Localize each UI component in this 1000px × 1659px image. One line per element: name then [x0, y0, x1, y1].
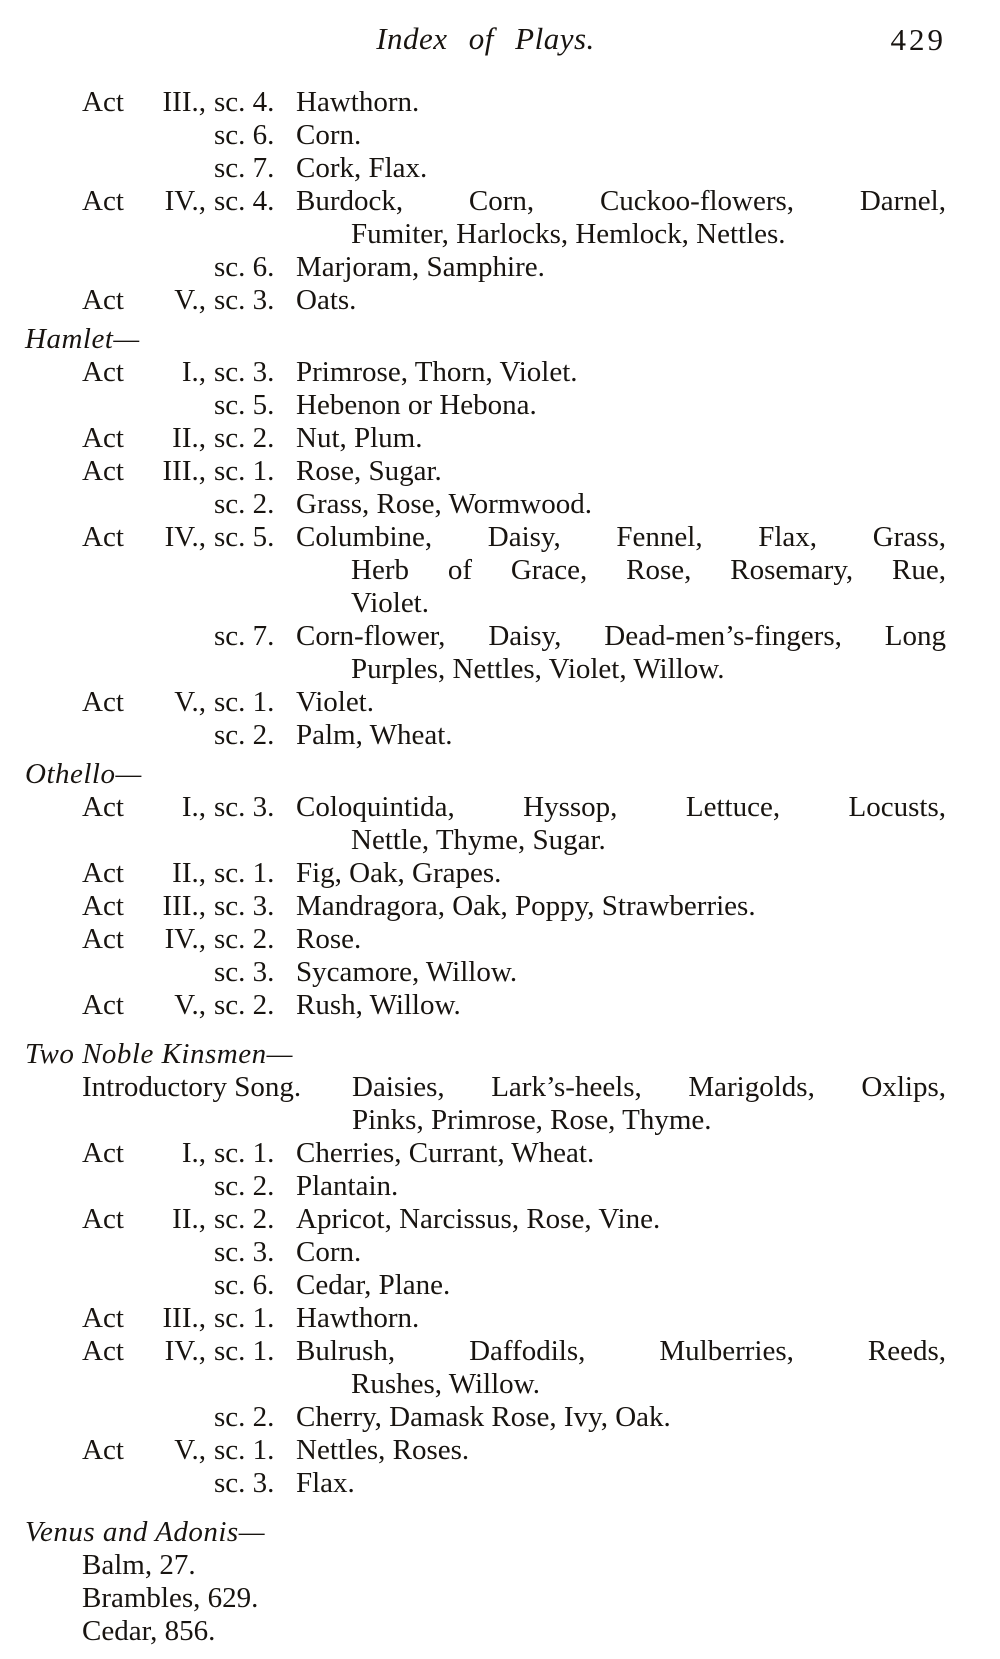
- index-entry-row: [82, 923, 946, 956]
- index-entry-row: [82, 989, 946, 1022]
- index-entry-plain: Brambles, 629.: [82, 1582, 259, 1614]
- entry-lines: [296, 284, 946, 317]
- index-section: [25, 1038, 946, 1500]
- index-entry-row: [82, 620, 946, 686]
- entry-line: Rushes, Willow.: [351, 1368, 540, 1400]
- page-header: [25, 16, 946, 62]
- play-title: Two Noble Kinsmen—: [25, 1038, 293, 1070]
- entry-lines: [296, 521, 946, 620]
- entry-line: Plantain.: [296, 1170, 399, 1202]
- act-word: Act: [82, 857, 124, 889]
- entry-lines: [296, 422, 946, 455]
- act-numeral: V.,: [174, 989, 206, 1021]
- act-label: [82, 1434, 214, 1467]
- index-entry-plain: Balm, 27.: [82, 1549, 196, 1581]
- entry-line: Violet.: [351, 587, 429, 619]
- entry-line: Cherries, Currant, Wheat.: [296, 1137, 595, 1169]
- index-entry-row: [82, 1236, 946, 1269]
- act-label: [82, 989, 214, 1022]
- act-numeral: I.,: [181, 791, 206, 823]
- index-section: [25, 86, 946, 317]
- act-numeral: V.,: [174, 686, 206, 718]
- entry-line: Palm, Wheat.: [296, 719, 453, 751]
- entry-line: Hawthorn.: [296, 86, 420, 118]
- act-word: Act: [82, 923, 124, 955]
- act-label: [82, 389, 214, 422]
- entry-line: Violet.: [296, 686, 374, 718]
- index-entry-row: [82, 1467, 946, 1500]
- entry-lines: [296, 488, 946, 521]
- scene-label: sc. 2.: [214, 719, 275, 751]
- index-entry-row: [82, 1401, 946, 1434]
- scene-label: sc. 1.: [214, 1137, 275, 1169]
- entry-lines: [296, 86, 946, 119]
- act-word: Act: [82, 356, 124, 388]
- scene-label: sc. 2.: [214, 1170, 275, 1202]
- act-numeral: V.,: [174, 1434, 206, 1466]
- act-numeral: II.,: [172, 857, 206, 889]
- entry-line: Rush, Willow.: [296, 989, 461, 1021]
- act-numeral: IV.,: [164, 185, 206, 217]
- entry-lines: [352, 1071, 946, 1137]
- index-entry-row: [82, 686, 946, 719]
- act-label: [82, 284, 214, 317]
- entry-lines: [296, 119, 946, 152]
- entry-line: Cedar, Plane.: [296, 1269, 451, 1301]
- entry-lines: [296, 1434, 946, 1467]
- scene-label: sc. 1.: [214, 455, 275, 487]
- entry-line: Sycamore, Willow.: [296, 956, 518, 988]
- act-numeral: III.,: [162, 1302, 206, 1334]
- index-entry-row: [82, 1302, 946, 1335]
- index-entry-row: [82, 152, 946, 185]
- entry-line: Cork, Flax.: [296, 152, 428, 184]
- act-numeral: II.,: [172, 1203, 206, 1235]
- act-label: [82, 1137, 214, 1170]
- scene-label: sc. 6.: [214, 119, 275, 151]
- act-label: [82, 152, 214, 185]
- scene-label: sc. 3.: [214, 791, 275, 823]
- entry-line: Rose, Sugar.: [296, 455, 442, 487]
- index-entry-row: [82, 284, 946, 317]
- act-numeral: III.,: [162, 86, 206, 118]
- index-entry-row: [82, 455, 946, 488]
- index-section: [25, 323, 946, 752]
- scene-label: sc. 1.: [214, 686, 275, 718]
- entry-line: Pinks, Primrose, Rose, Thyme.: [352, 1104, 712, 1136]
- act-label: [82, 1269, 214, 1302]
- entry-lines: [296, 356, 946, 389]
- act-word: Act: [82, 284, 124, 316]
- act-word: Act: [82, 791, 124, 823]
- index-entry-row: [82, 1137, 946, 1170]
- act-label: [82, 1467, 214, 1500]
- scene-label: sc. 3.: [214, 284, 275, 316]
- entry-lines: [296, 1401, 946, 1434]
- scene-label: sc. 3.: [214, 956, 275, 988]
- entry-lines: [296, 989, 946, 1022]
- entry-lines: [296, 857, 946, 890]
- index-entry-row: [82, 488, 946, 521]
- scene-label: sc. 2.: [214, 1401, 275, 1433]
- scene-label: sc. 7.: [214, 620, 275, 652]
- index-entry-row: [82, 251, 946, 284]
- entry-lines: [296, 1302, 946, 1335]
- act-label: [82, 1401, 214, 1434]
- act-label: [82, 923, 214, 956]
- entry-line: Daisies, Lark’s-heels, Marigolds, Oxlips,: [352, 1071, 946, 1103]
- index-entry-row: [82, 956, 946, 989]
- entry-line: Coloquintida, Hyssop, Lettuce, Locusts,: [296, 791, 946, 823]
- act-numeral: II.,: [172, 422, 206, 454]
- entry-line: Oats.: [296, 284, 357, 316]
- scene-label: sc. 6.: [214, 1269, 275, 1301]
- scene-label: sc. 3.: [214, 356, 275, 388]
- entry-line: Purples, Nettles, Violet, Willow.: [351, 653, 725, 685]
- scene-label: sc. 1.: [214, 1335, 275, 1367]
- scene-label: sc. 2.: [214, 989, 275, 1021]
- index-body: [25, 86, 946, 1648]
- act-label: [82, 119, 214, 152]
- scene-label: sc. 6.: [214, 251, 275, 283]
- act-label: [82, 1203, 214, 1236]
- scene-label: sc. 5.: [214, 521, 275, 553]
- entry-line: Hebenon or Hebona.: [296, 389, 537, 421]
- entry-line: Corn-flower, Daisy, Dead-men’s-fingers, Long: [296, 620, 946, 652]
- scene-label: sc. 7.: [214, 152, 275, 184]
- entry-lines: [296, 1137, 946, 1170]
- act-label: [82, 719, 214, 752]
- entry-lines: [296, 1467, 946, 1500]
- index-entry-row: [82, 890, 946, 923]
- act-word: Act: [82, 185, 124, 217]
- entry-line: Nut, Plum.: [296, 422, 423, 454]
- scene-label: sc. 5.: [214, 389, 275, 421]
- entry-lines: [296, 686, 946, 719]
- scene-label: sc. 2.: [214, 923, 275, 955]
- entry-line: Corn.: [296, 1236, 362, 1268]
- act-numeral: III.,: [162, 890, 206, 922]
- index-section: [25, 1516, 946, 1648]
- entry-line: Corn.: [296, 119, 362, 151]
- entry-lines: [296, 719, 946, 752]
- entry-lines: [296, 1236, 946, 1269]
- act-label: [82, 857, 214, 890]
- scene-label: sc. 2.: [214, 422, 275, 454]
- act-label: [82, 356, 214, 389]
- act-numeral: V.,: [174, 284, 206, 316]
- entry-line: Marjoram, Samphire.: [296, 251, 545, 283]
- page-number: 429: [890, 22, 946, 57]
- index-entry-row: [82, 857, 946, 890]
- index-entry-row: [82, 1434, 946, 1467]
- act-label: [82, 1170, 214, 1203]
- scene-label: sc. 2.: [214, 488, 275, 520]
- act-numeral: IV.,: [164, 1335, 206, 1367]
- entry-line: Nettles, Roses.: [296, 1434, 470, 1466]
- index-entry-row: [82, 719, 946, 752]
- entry-lines: [296, 455, 946, 488]
- act-label: [82, 86, 214, 119]
- index-entry-row: [82, 1203, 946, 1236]
- index-entry-row: [82, 1335, 946, 1401]
- scene-label: sc. 1.: [214, 1434, 275, 1466]
- act-label: [82, 956, 214, 989]
- running-title: Index of Plays.: [376, 21, 595, 56]
- entry-lines: [296, 890, 946, 923]
- act-word: Act: [82, 422, 124, 454]
- entry-lines: [296, 791, 946, 857]
- act-label: [82, 890, 214, 923]
- act-numeral: III.,: [162, 455, 206, 487]
- play-title: Othello—: [25, 758, 142, 790]
- act-label: [82, 422, 214, 455]
- entry-lines: [296, 1203, 946, 1236]
- act-label: [82, 686, 214, 719]
- entry-line: Grass, Rose, Wormwood.: [296, 488, 592, 520]
- index-entry-row: [82, 1170, 946, 1203]
- entry-line: Flax.: [296, 1467, 355, 1499]
- play-title: Venus and Adonis—: [25, 1516, 265, 1548]
- act-numeral: I.,: [181, 1137, 206, 1169]
- act-label: [82, 521, 214, 620]
- entry-line: Cherry, Damask Rose, Ivy, Oak.: [296, 1401, 671, 1433]
- entry-lines: [296, 956, 946, 989]
- act-label: [82, 251, 214, 284]
- act-numeral: IV.,: [164, 521, 206, 553]
- scene-label: sc. 1.: [214, 857, 275, 889]
- act-numeral: I.,: [181, 356, 206, 388]
- entry-line: Fig, Oak, Grapes.: [296, 857, 502, 889]
- act-word: Act: [82, 890, 124, 922]
- act-label: [82, 1236, 214, 1269]
- index-entry-row: [82, 185, 946, 251]
- entry-lines: [296, 1335, 946, 1401]
- index-entry-row: [82, 521, 946, 620]
- act-label: [82, 1302, 214, 1335]
- act-word: Act: [82, 989, 124, 1021]
- scene-label: sc. 2.: [214, 1203, 275, 1235]
- scene-label: sc. 3.: [214, 1467, 275, 1499]
- scene-label: sc. 4.: [214, 185, 275, 217]
- index-entry-row: [82, 356, 946, 389]
- act-label: [82, 455, 214, 488]
- song-label: Introductory Song.: [82, 1071, 302, 1103]
- act-numeral: IV.,: [164, 923, 206, 955]
- act-word: Act: [82, 1137, 124, 1169]
- index-entry-row: [82, 422, 946, 455]
- act-label: [82, 1335, 214, 1401]
- act-word: Act: [82, 86, 124, 118]
- entry-lines: [296, 620, 946, 686]
- act-word: Act: [82, 686, 124, 718]
- scene-label: sc. 3.: [214, 890, 275, 922]
- entry-line: Mandragora, Oak, Poppy, Strawberries.: [296, 890, 756, 922]
- index-entry-row: [82, 119, 946, 152]
- entry-lines: [296, 251, 946, 284]
- act-word: Act: [82, 521, 124, 553]
- index-entry-row: [82, 1071, 946, 1137]
- scene-label: sc. 3.: [214, 1236, 275, 1268]
- entry-line: Burdock, Corn, Cuckoo-flowers, Darnel,: [296, 185, 946, 217]
- entry-line: Primrose, Thorn, Violet.: [296, 356, 578, 388]
- entry-line: Fumiter, Harlocks, Hemlock, Nettles.: [351, 218, 786, 250]
- scene-label: sc. 4.: [214, 86, 275, 118]
- entry-lines: [296, 923, 946, 956]
- act-label: [82, 185, 214, 251]
- act-label: [82, 791, 214, 857]
- act-word: Act: [82, 1203, 124, 1235]
- scene-label: sc. 1.: [214, 1302, 275, 1334]
- act-word: Act: [82, 1302, 124, 1334]
- act-label: [82, 488, 214, 521]
- act-word: Act: [82, 1335, 124, 1367]
- entry-line: Rose.: [296, 923, 362, 955]
- act-word: Act: [82, 1434, 124, 1466]
- index-section: [25, 758, 946, 1022]
- play-title: Hamlet—: [25, 323, 140, 355]
- entry-line: Herb of Grace, Rose, Rosemary, Rue,: [351, 554, 946, 586]
- index-entry-row: [82, 1269, 946, 1302]
- entry-line: Apricot, Narcissus, Rose, Vine.: [296, 1203, 661, 1235]
- index-entry-plain: Cedar, 856.: [82, 1615, 216, 1647]
- index-entry-row: [82, 791, 946, 857]
- entry-line: Bulrush, Daffodils, Mulberries, Reeds,: [296, 1335, 946, 1367]
- act-label: [82, 620, 214, 686]
- entry-lines: [296, 152, 946, 185]
- act-word: Act: [82, 455, 124, 487]
- entry-lines: [296, 185, 946, 251]
- entry-line: Hawthorn.: [296, 1302, 420, 1334]
- entry-line: Columbine, Daisy, Fennel, Flax, Grass,: [296, 521, 946, 553]
- entry-lines: [296, 1269, 946, 1302]
- entry-lines: [296, 1170, 946, 1203]
- entry-line: Nettle, Thyme, Sugar.: [351, 824, 606, 856]
- entry-lines: [296, 389, 946, 422]
- index-entry-row: [82, 389, 946, 422]
- index-entry-row: [82, 86, 946, 119]
